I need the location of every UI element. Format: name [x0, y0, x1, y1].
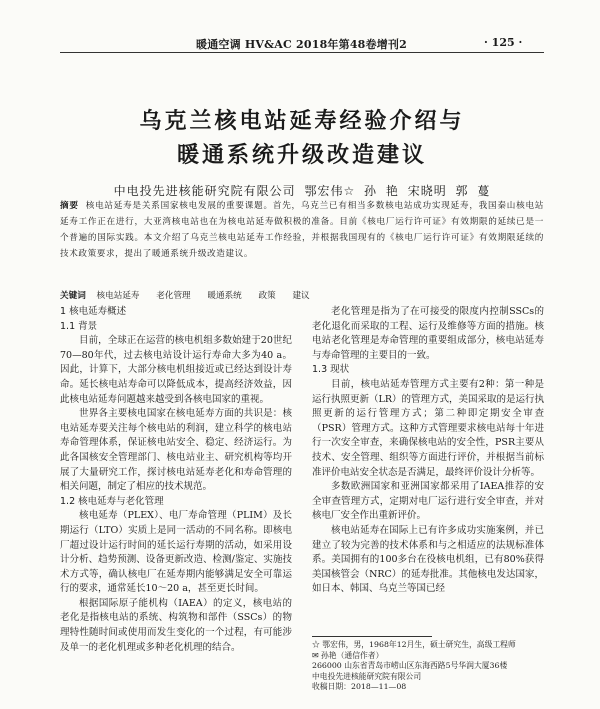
- abstract-text: 核电站延寿是关系国家核电发展的重要课题。首先，乌克兰已有相当多数核电站成功实现延寿，我国秦山核电站延寿工作正在进行，大亚湾核电站也在为核电站延寿做积极的准备。目前《核电厂运行许可证》有效期限的延续已是一个普遍的国际实践。本文介绍了乌克兰核电站延寿工作经验，并根据我国现有的《核电厂运行许可证》有效期限延续的技术政策要求，提出了暖通系统升级改造建议。: [60, 201, 545, 259]
- footnote: [312, 640, 544, 693]
- abstract-label: 摘要: [60, 201, 79, 211]
- footnote-line: 中电投先进核能研究院有限公司: [312, 671, 422, 681]
- keywords: [60, 289, 544, 301]
- author-line: 中电投先进核能研究院有限公司 鄂宏伟☆ 孙 艳 宋晓明 郭 蔓: [113, 184, 491, 198]
- section-heading-1-1: 1.1 背景: [60, 320, 98, 332]
- footnote-rule: [312, 636, 432, 637]
- abstract: [60, 198, 544, 262]
- paper-title-line-1: 乌克兰核电站延寿经验介绍与: [139, 109, 465, 134]
- paragraph: 目前，核电站延寿管理方式主要有2种：第一种是运行执照更新（LR）的管理方式，美国采取的是运行执照更新的运行管理方式；第二种即定期安全审查（PSR）管理方式。这种方式管理要求核电站每十年进行一次安全审查，来确保核电站的安全性，PSR主要从技术、安全管理、组织等方面进行评价，并根据当前标准评价电站安全状态是否满足，最终评价设计分析等。: [312, 378, 544, 478]
- left-column: [60, 305, 292, 655]
- keyword: 建议: [292, 291, 310, 301]
- footnote-line: ☆ 鄂宏伟，男，1968年12月生，硕士研究生，高级工程师: [312, 640, 516, 649]
- footnote-line: 266000 山东省青岛市崂山区东海西路5号华润大厦36楼: [312, 661, 508, 670]
- keyword: 老化管理: [156, 291, 191, 301]
- page-number: · 125 ·: [484, 36, 523, 49]
- right-column: [312, 305, 544, 597]
- paragraph: 根据国际原子能机构（IAEA）的定义，核电站的老化是指核电站的系统、构筑物和部件（SSCs）的物理特性随时间或使用而发生变化的一个过程，有可能涉及单一的老化机理或多种老化机理的结合。: [60, 597, 292, 653]
- keyword: 暖通系统: [207, 291, 242, 301]
- paragraph: 目前，全球正在运营的核电机组多数始建于20世纪70—80年代，过去核电站设计运行寿命大多为40 a。因此，计算下，大部分核电机组接近或已经达到设计寿命。延长核电站寿命可以降低成本，提高经济效益，因此核电站延寿问题越来越受到各核电国家的重视。: [60, 335, 292, 405]
- page-header: [0, 0, 600, 54]
- footnote-line: ✉ 孙艳（通信作者）: [312, 650, 384, 660]
- footnote-line: 收稿日期：2018—11—08: [312, 682, 407, 691]
- paragraph: 世界各主要核电国家在核电延寿方面的共识是：核电站延寿要关注每个核电站的利润，建立科学的核电站寿命管理体系，保证核电站安全、稳定、经济运行。为此各国核安全管理部门、核电站业主、研究机构等均开展了大量研究工作，探讨核电站延寿老化和寿命管理的相关问题，制定了相应的技术规范。: [60, 408, 292, 493]
- paragraph: 核电站延寿在国际上已有许多成功实施案例，并已建立了较为完善的技术体系和与之相适应的法规标准体系。美国拥有的100多台在役核电机组，已有80%获得美国核管会（NRC）的延寿批准。其他核电发达国家，如日本、韩国、乌克兰等国已经: [312, 524, 544, 595]
- paragraph: 多数欧洲国家和亚洲国家都采用了IAEA推荐的安全审查管理方式，定期对电厂运行进行安全审查，并对核电厂安全作出重新评价。: [312, 481, 544, 522]
- keyword: 核电站延寿: [96, 291, 140, 301]
- header-rule: [60, 52, 544, 53]
- paper-title-line-2: 暖通系统升级改造建议: [176, 143, 427, 168]
- keywords-label: 关键词: [60, 291, 86, 301]
- keyword: 政策: [258, 291, 276, 301]
- paragraph: 核电延寿（PLEX）、电厂寿命管理（PLIM）及长期运行（LTO）实质上是同一活动的不同名称。即核电厂超过设计运行时间的延长运行寿期的活动，如采用设计分析、趋势预测、设备更新改造、检测/鉴定、实施技术方式等，确认核电厂在延寿期内能够满足安全可靠运行的要求，通常延长10～20 a，甚至更长时间。: [60, 510, 292, 595]
- paragraph: 老化管理是指为了在可接受的限度内控制SSCs的老化退化而采取的工程、运行及维修等方面的措施。核电站老化管理是寿命管理的重要组成部分，核电站延寿与寿命管理的主要目的一致。: [312, 306, 544, 361]
- section-heading-1: 1 核电延寿概述: [60, 306, 127, 317]
- section-heading-1-2: 1.2 核电延寿与老化管理: [60, 495, 164, 507]
- section-heading-1-3: 1.3 现状: [312, 364, 350, 376]
- journal-title: 暖通空调 HV&AC 2018年第48卷增刊2: [196, 38, 407, 51]
